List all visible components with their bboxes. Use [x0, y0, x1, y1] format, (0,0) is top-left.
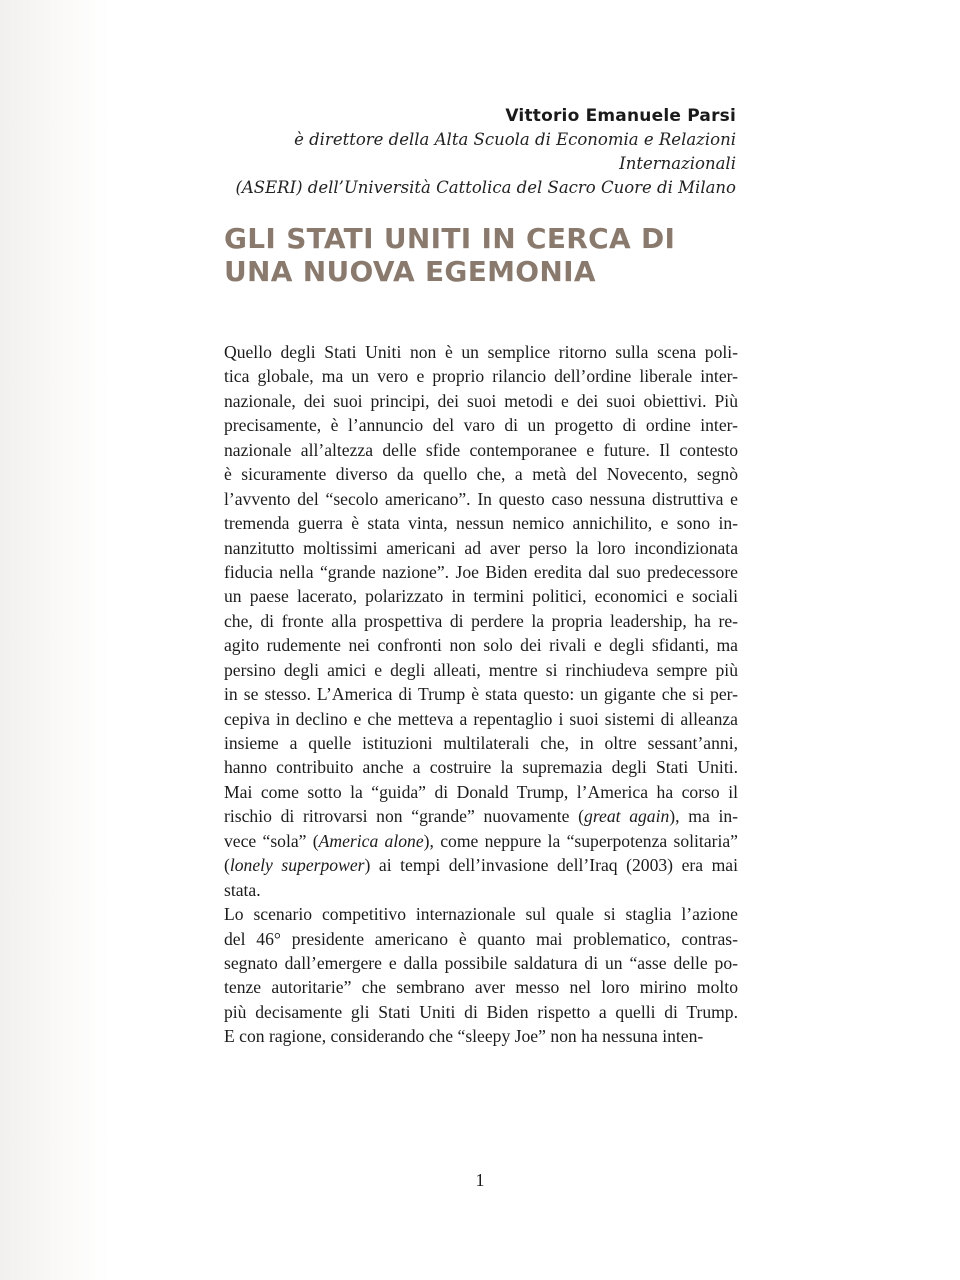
body-line: precisamente, è l’annuncio del varo di un progetto di ordine inter-: [224, 415, 738, 436]
body-line: del 46° presidente americano è quanto mai problematico, contras-: [224, 928, 738, 949]
page-number: 1: [475, 1170, 485, 1190]
body-line: in se stesso. L’America di Trump è stata questo: un gigante che si per-: [224, 684, 738, 705]
article-title: [224, 222, 764, 288]
italic-term: great again: [584, 806, 670, 827]
body-line: un paese lacerato, polarizzato in termini politici, economici e sociali: [224, 586, 738, 607]
body-line: fiducia nella “grande nazione”. Joe Biden eredita dal suo predecessore: [224, 561, 738, 582]
body-line: stata.: [224, 879, 261, 900]
body-line: cepiva in declino e che metteva a repentaglio i suoi sistemi di alleanza: [224, 708, 738, 729]
body-line: nazionale all’altezza delle sfide contemporanee e future. Il contesto: [224, 439, 738, 460]
body-line: tenze autoritarie” che sembrano aver messo nel loro mirino molto: [224, 977, 738, 998]
body-line: nanzitutto moltissimi americani ad aver perso la loro incondizionata: [224, 537, 738, 558]
body-line: rischio di ritrovarsi non “grande” nuovamente (great again), ma in-: [224, 806, 739, 827]
body-line: E con ragione, considerando che “sleepy Joe” non ha nessuna inten-: [224, 1026, 704, 1047]
author-block: [200, 104, 736, 200]
italic-term: America alone: [318, 830, 424, 851]
author-bio-line: è direttore della Alta Scuola di Economia e Relazioni Internazionali: [294, 130, 736, 173]
body-line: persino degli amici e degli alleati, mentre si rinchiudeva sempre più: [224, 659, 738, 680]
body-paragraph: [224, 902, 738, 1049]
body-line: tica globale, ma un vero e proprio rilancio dell’ordine liberale inter-: [224, 366, 738, 387]
body-line: agito rudemente nei confronti non solo dei rivali e degli sfidanti, ma: [224, 635, 738, 656]
body-line: tremenda guerra è stata vinta, nessun nemico annichilito, e sono in-: [224, 513, 738, 534]
body-line: nazionale, dei suoi principi, dei suoi metodi e dei suoi obiettivi. Più: [224, 390, 738, 411]
article-title-line: GLI STATI UNITI IN CERCA DI: [224, 222, 676, 255]
body-line: segnato dall’emergere e dalla possibile saldatura di un “asse delle po-: [224, 952, 738, 973]
body-line: è sicuramente diverso da quello che, a metà del Novecento, segnò: [224, 464, 738, 485]
body-line: Lo scenario competitivo internazionale sul quale si staglia l’azione: [224, 904, 738, 925]
body-paragraph: [224, 340, 738, 902]
body-line: che, di fronte alla prospettiva di perdere la propria leadership, ha re-: [224, 610, 738, 631]
body-line: più decisamente gli Stati Uniti di Biden rispetto a quelli di Trump.: [224, 1001, 738, 1022]
author-bio-line: (ASERI) dell’Università Cattolica del Sacro Cuore di Milano: [235, 178, 736, 197]
body-line: l’avvento del “secolo americano”. In questo caso nessuna distruttiva e: [224, 488, 738, 509]
body-line: vece “sola” (America alone), come neppure la “superpotenza solitaria”: [224, 830, 738, 851]
article-body: [224, 340, 738, 1049]
author-name: Vittorio Emanuele Parsi: [505, 106, 736, 126]
body-line: Quello degli Stati Uniti non è un semplice ritorno sulla scena poli-: [224, 342, 738, 362]
italic-term: lonely superpower: [229, 855, 365, 876]
article-title-line: UNA NUOVA EGEMONIA: [224, 255, 596, 288]
body-line: Mai come sotto la “guida” di Donald Trump, l’America ha corso il: [224, 781, 738, 802]
body-line: hanno contribuito anche a costruire la supremazia degli Stati Uniti.: [224, 757, 738, 778]
body-line: (lonely superpower) ai tempi dell’invasione dell’Iraq (2003) era mai: [224, 855, 738, 876]
body-line: insieme a quelle istituzioni multilaterali che, in oltre sessant’anni,: [224, 733, 738, 753]
